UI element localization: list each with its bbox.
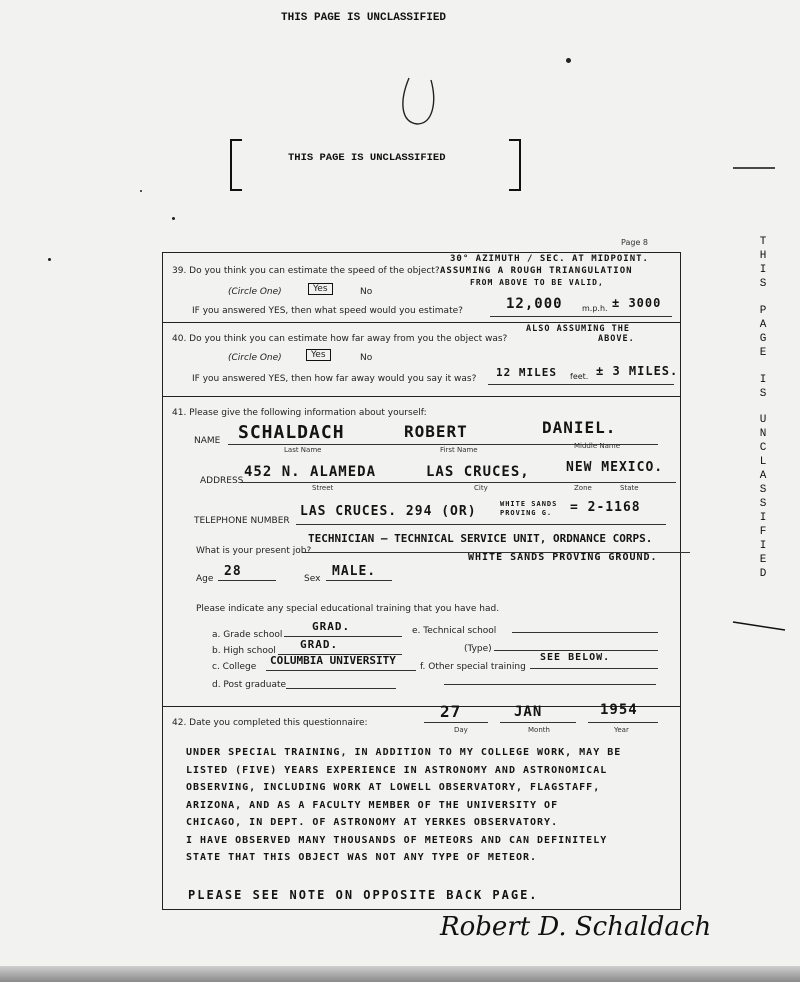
speck — [566, 58, 571, 63]
middle-name-label: Middle Name — [574, 442, 620, 450]
remarks-line: CHICAGO, IN DEPT. OF ASTRONOMY AT YERKES OBSERVATORY. — [186, 817, 559, 828]
job-value-line2[interactable]: WHITE SANDS PROVING GROUND. — [468, 552, 658, 563]
side-banner-letter: E — [759, 554, 767, 566]
sex-line — [326, 580, 392, 581]
divider-q41 — [162, 396, 681, 397]
telephone-line — [296, 524, 666, 525]
sex-label: Sex — [304, 574, 321, 584]
remarks-line: ARIZONA, AND AS A FACULTY MEMBER OF THE UNIVERSITY OF — [186, 799, 559, 811]
q42-question: 42. Date you completed this questionnaire: — [172, 718, 368, 728]
high-school-value[interactable]: GRAD. — [300, 638, 339, 651]
q41-question: 41. Please give the following information about yourself: — [172, 408, 427, 418]
date-day-value[interactable]: 27 — [440, 702, 462, 721]
q40-followup: IF you answered YES, then how far away would you say it was? — [192, 374, 477, 384]
side-banner-letter: H — [759, 250, 767, 262]
date-year-value[interactable]: 1954 — [600, 702, 638, 718]
state-value[interactable]: NEW MEXICO. — [566, 460, 664, 475]
name-label: NAME — [194, 436, 221, 446]
side-banner-letter: A — [759, 319, 767, 331]
side-bracket — [725, 160, 800, 660]
date-day-label: Day — [454, 726, 468, 734]
q39-followup: IF you answered YES, then what speed would you estimate? — [192, 306, 463, 316]
side-banner-letter: S — [759, 484, 767, 496]
classification-bracket — [228, 138, 523, 194]
q39-no-option[interactable]: No — [360, 287, 373, 297]
side-banner-letter: P — [759, 305, 767, 317]
age-label: Age — [196, 574, 214, 584]
remarks-line: UNDER SPECIAL TRAINING, IN ADDITION TO MY COLLEGE WORK, MAY BE — [186, 747, 622, 758]
q40-distance-value[interactable]: 12 MILES — [496, 366, 557, 379]
post-graduate-label: d. Post graduate — [212, 680, 287, 690]
age-value[interactable]: 28 — [224, 564, 242, 579]
q39-speed-value[interactable]: 12,000 — [506, 296, 563, 312]
q40-distance-unit: feet. — [570, 372, 589, 381]
first-name-label: First Name — [440, 446, 478, 454]
middle-name-value[interactable]: DANIEL. — [542, 418, 617, 437]
closing-note: PLEASE SEE NOTE ON OPPOSITE BACK PAGE. — [188, 888, 539, 902]
telephone-value[interactable]: LAS CRUCES. 294 (OR) — [300, 504, 477, 519]
high-school-label: b. High school — [212, 646, 276, 656]
address-label: ADDRESS — [200, 476, 244, 486]
telephone-label: TELEPHONE NUMBER — [194, 516, 290, 526]
side-banner-letter: L — [759, 456, 767, 468]
post-graduate-line — [286, 688, 396, 689]
q39-speed-unit: m.p.h. — [582, 304, 608, 313]
age-line — [218, 580, 276, 581]
college-value[interactable]: COLUMBIA UNIVERSITY — [270, 654, 396, 667]
first-name-value[interactable]: ROBERT — [404, 422, 468, 441]
telephone-alt-value[interactable]: = 2-1168 — [570, 500, 641, 515]
grade-school-line — [284, 636, 402, 637]
speck — [172, 217, 175, 220]
side-banner-letter: A — [759, 470, 767, 482]
side-banner-letter: I — [759, 512, 767, 524]
technical-school-label: e. Technical school — [412, 626, 497, 636]
handwritten-mark — [395, 72, 445, 132]
side-banner-letter: I — [759, 374, 767, 386]
college-line — [266, 670, 416, 671]
job-value[interactable]: TECHNICIAN – TECHNICAL SERVICE UNIT, ORDNANCE CORPS. — [308, 532, 653, 545]
last-name-label: Last Name — [284, 446, 322, 454]
technical-school-line — [512, 632, 658, 633]
q40-distance-line — [488, 384, 674, 385]
grade-school-value[interactable]: GRAD. — [312, 620, 351, 633]
boxed-classification-banner: THIS PAGE IS UNCLASSIFIED — [288, 152, 446, 164]
side-banner-letter: I — [759, 264, 767, 276]
q40-circle-one: (Circle One) — [228, 353, 282, 363]
q39-speed-line — [490, 316, 672, 317]
speck — [48, 258, 51, 261]
telephone-alt-line1: WHITE SANDS — [500, 500, 558, 508]
other-training-value[interactable]: SEE BELOW. — [540, 652, 611, 663]
remarks-block — [186, 744, 680, 867]
q39-yes-option[interactable]: Yes — [308, 283, 333, 295]
date-day-line — [424, 722, 488, 723]
street-label: Street — [312, 484, 334, 492]
page-number: Page 8 — [621, 238, 648, 247]
state-label: State — [620, 484, 639, 492]
remarks-line: STATE THAT THIS OBJECT WAS NOT ANY TYPE OF METEOR. — [186, 852, 538, 863]
post-graduate-line-right — [444, 684, 656, 685]
signature: Robert D. Schaldach — [440, 912, 712, 942]
side-banner-letter: S — [759, 388, 767, 400]
q40-yes-option[interactable]: Yes — [306, 349, 331, 361]
college-label: c. College — [212, 662, 257, 672]
date-year-line — [588, 722, 658, 723]
telephone-alt-line2: PROVING G. — [500, 509, 553, 517]
q39-note-line2: ASSUMING A ROUGH TRIANGULATION — [440, 266, 633, 276]
side-banner-letter: T — [759, 236, 767, 248]
city-value[interactable]: LAS CRUCES, — [426, 464, 530, 480]
q39-speed-tolerance: ± 3000 — [612, 296, 662, 310]
q39-circle-one: (Circle One) — [228, 287, 282, 297]
side-banner-letter: E — [759, 347, 767, 359]
street-value[interactable]: 452 N. ALAMEDA — [244, 464, 377, 480]
side-banner-letter: C — [759, 442, 767, 454]
other-training-label: f. Other special training — [420, 662, 526, 672]
remarks-line: OBSERVING, INCLUDING WORK AT LOWELL OBSERVATORY, FLAGSTAFF, — [186, 782, 601, 793]
divider-q40 — [162, 322, 681, 323]
date-month-label: Month — [528, 726, 550, 734]
q40-question: 40. Do you think you can estimate how far away from you the object was? — [172, 334, 508, 344]
type-line — [494, 650, 658, 651]
city-label: City — [474, 484, 488, 492]
top-classification-banner: THIS PAGE IS UNCLASSIFIED — [281, 12, 447, 24]
q40-distance-tolerance: ± 3 MILES. — [596, 364, 679, 378]
date-month-value[interactable]: JAN — [514, 704, 543, 720]
job-label: What is your present job? — [196, 546, 312, 556]
address-line — [240, 482, 676, 483]
side-banner-letter: S — [759, 278, 767, 290]
sex-value[interactable]: MALE. — [332, 564, 377, 579]
date-month-line — [500, 722, 576, 723]
zone-label: Zone — [574, 484, 592, 492]
side-banner-letter: F — [759, 526, 767, 538]
last-name-value[interactable]: SCHALDACH — [238, 422, 345, 443]
q39-question: 39. Do you think you can estimate the speed of the object? — [172, 266, 440, 276]
other-training-line — [530, 668, 658, 669]
q39-note-line1: 30° AZIMUTH / SEC. AT MIDPOINT. — [450, 254, 649, 264]
remarks-line: I HAVE OBSERVED MANY THOUSANDS OF METEORS AND CAN DEFINITELY — [186, 834, 608, 846]
training-prompt: Please indicate any special educational training that you have had. — [196, 604, 500, 614]
remarks-line: LISTED (FIVE) YEARS EXPERIENCE IN ASTRONOMY AND ASTRONOMICAL — [186, 764, 608, 776]
date-year-label: Year — [614, 726, 629, 734]
page-bottom-edge — [0, 966, 800, 982]
side-banner-letter: N — [759, 428, 767, 440]
q40-no-option[interactable]: No — [360, 353, 373, 363]
grade-school-label: a. Grade school — [212, 630, 283, 640]
speck — [140, 190, 142, 192]
side-banner-letter: I — [759, 540, 767, 552]
side-banner-letter: G — [759, 333, 767, 345]
side-banner-letter: U — [759, 414, 767, 426]
type-label: (Type) — [464, 644, 492, 654]
side-banner-letter: S — [759, 498, 767, 510]
side-banner-letter: D — [759, 568, 767, 580]
q40-note-line2: ABOVE. — [598, 334, 635, 344]
q39-note-line3: FROM ABOVE TO BE VALID, — [470, 278, 604, 287]
q40-note-line1: ALSO ASSUMING THE — [526, 324, 630, 334]
